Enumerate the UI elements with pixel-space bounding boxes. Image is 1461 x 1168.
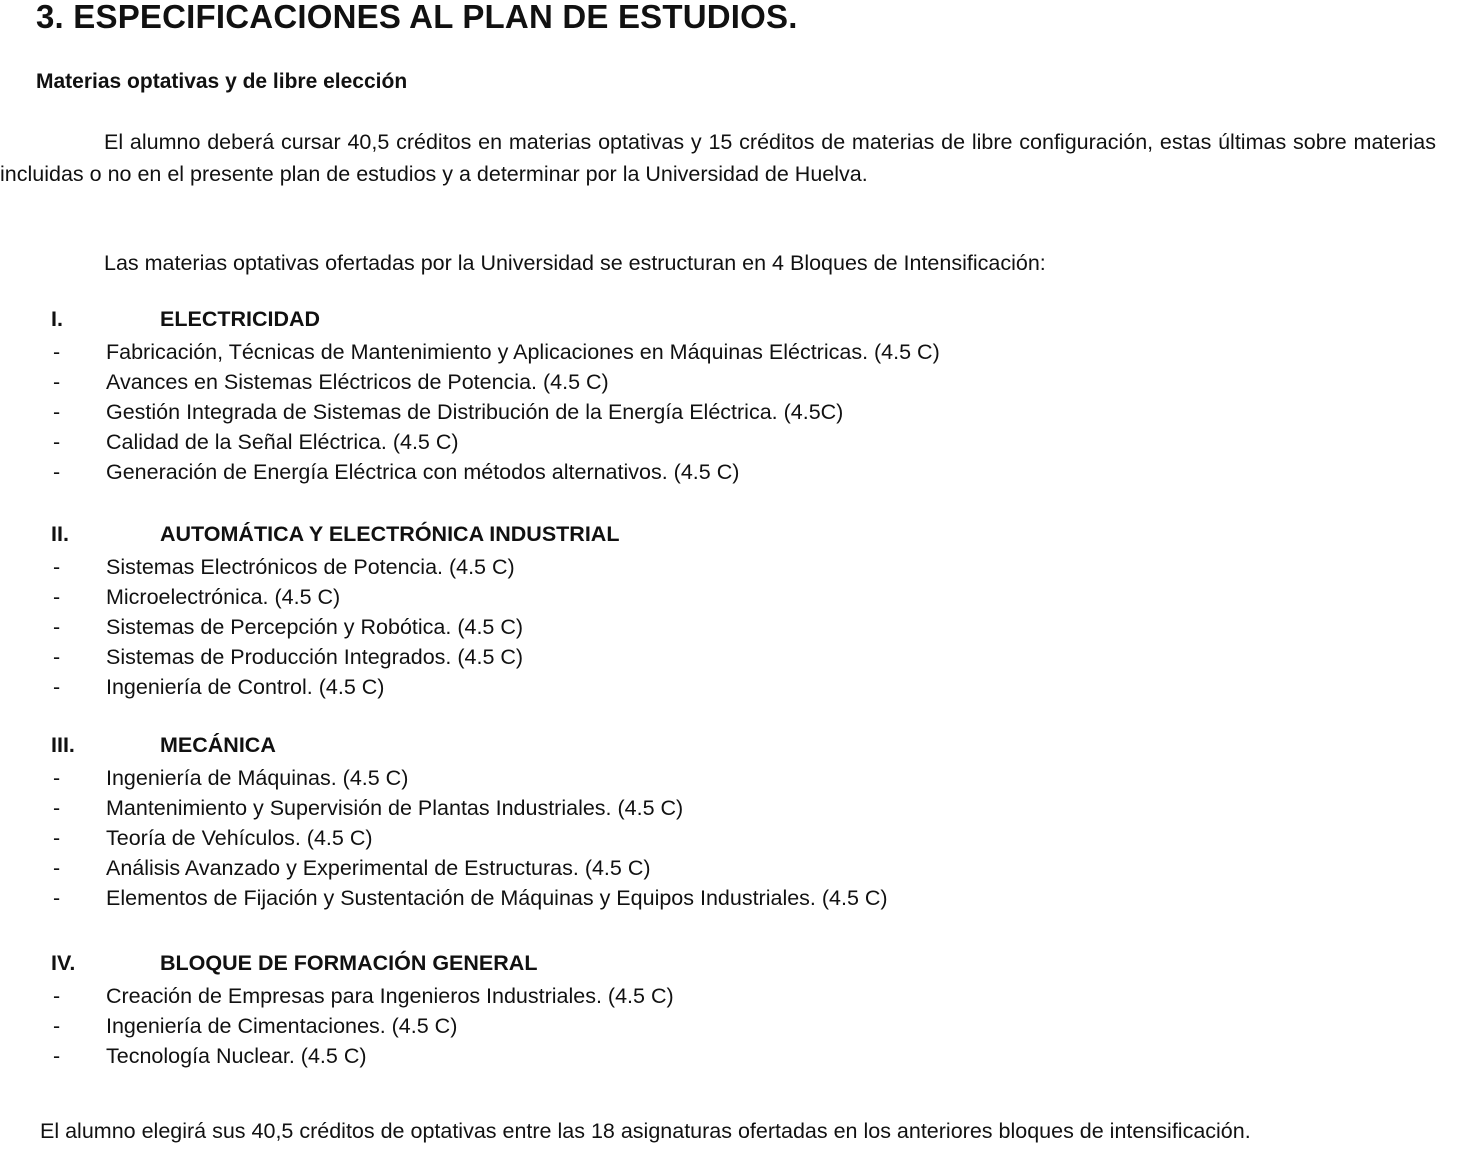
subject-text: Elementos de Fijación y Sustentación de Máquinas y Equipos Industriales. (4.5 C): [106, 886, 888, 910]
dash-bullet: -: [53, 1014, 61, 1038]
dash-bullet: -: [53, 585, 61, 609]
block-numeral: I.: [51, 307, 63, 331]
closing-paragraph: El alumno elegirá sus 40,5 créditos de optativas entre las 18 asignaturas ofertadas en los anteriores bloques de intensificación.: [40, 1119, 1251, 1143]
subject-text: Ingeniería de Control. (4.5 C): [106, 675, 385, 699]
block-heading: [0, 307, 1400, 337]
dash-bullet: -: [53, 826, 61, 850]
block-formacion-general: [0, 951, 1400, 1071]
list-item: [0, 642, 1400, 672]
block-heading: [0, 522, 1400, 552]
list-item: [0, 1011, 1400, 1041]
list-item: [0, 427, 1400, 457]
list-item: [0, 763, 1400, 793]
block-heading: [0, 951, 1400, 981]
list-item: [0, 337, 1400, 367]
dash-bullet: -: [53, 675, 61, 699]
subject-text: Sistemas Electrónicos de Potencia. (4.5 C): [106, 555, 515, 579]
page-title: 3. ESPECIFICACIONES AL PLAN DE ESTUDIOS.: [36, 0, 798, 35]
list-item: [0, 883, 1400, 913]
dash-bullet: -: [53, 460, 61, 484]
list-item: [0, 853, 1400, 883]
block-title: ELECTRICIDAD: [160, 307, 321, 331]
block-title: BLOQUE DE FORMACIÓN GENERAL: [160, 951, 538, 975]
dash-bullet: -: [53, 340, 61, 364]
dash-bullet: -: [53, 856, 61, 880]
list-item: [0, 457, 1400, 487]
subject-text: Mantenimiento y Supervisión de Plantas Industriales. (4.5 C): [106, 796, 684, 820]
block-numeral: II.: [51, 522, 69, 546]
dash-bullet: -: [53, 984, 61, 1008]
dash-bullet: -: [53, 645, 61, 669]
intro-paragraph: El alumno deberá cursar 40,5 créditos en materias optativas y 15 créditos de materias de libre configuración, estas últimas sobre materias incluidas o no en el presente plan de estudios y a determinar por la Universidad de Huelva.: [0, 130, 1436, 186]
subject-text: Tecnología Nuclear. (4.5 C): [106, 1044, 367, 1068]
section-subtitle: Materias optativas y de libre elección: [36, 70, 408, 93]
block-electricidad: [0, 307, 1400, 487]
block-heading: [0, 733, 1400, 763]
subject-text: Generación de Energía Eléctrica con métodos alternativos. (4.5 C): [106, 460, 740, 484]
block-numeral: IV.: [51, 951, 76, 975]
list-item: [0, 793, 1400, 823]
dash-bullet: -: [53, 370, 61, 394]
list-item: [0, 367, 1400, 397]
block-automatica-electronica: [0, 522, 1400, 702]
dash-bullet: -: [53, 766, 61, 790]
dash-bullet: -: [53, 555, 61, 579]
subject-text: Sistemas de Producción Integrados. (4.5 C): [106, 645, 524, 669]
list-item: [0, 823, 1400, 853]
list-item: [0, 981, 1400, 1011]
subject-text: Ingeniería de Máquinas. (4.5 C): [106, 766, 409, 790]
subject-text: Calidad de la Señal Eléctrica. (4.5 C): [106, 430, 459, 454]
dash-bullet: -: [53, 430, 61, 454]
subject-text: Teoría de Vehículos. (4.5 C): [106, 826, 373, 850]
dash-bullet: -: [53, 1044, 61, 1068]
list-item: [0, 672, 1400, 702]
subject-text: Fabricación, Técnicas de Mantenimiento y Aplicaciones en Máquinas Eléctricas. (4.5 C): [106, 340, 940, 364]
subject-text: Gestión Integrada de Sistemas de Distribución de la Energía Eléctrica. (4.5C): [106, 400, 844, 424]
subject-text: Creación de Empresas para Ingenieros Industriales. (4.5 C): [106, 984, 674, 1008]
block-numeral: III.: [51, 733, 75, 757]
blocks-intro-paragraph: Las materias optativas ofertadas por la Universidad se estructuran en 4 Bloques de Intensificación:: [104, 251, 1046, 275]
dash-bullet: -: [53, 400, 61, 424]
list-item: [0, 552, 1400, 582]
list-item: [0, 397, 1400, 427]
block-title: AUTOMÁTICA Y ELECTRÓNICA INDUSTRIAL: [160, 522, 620, 546]
block-title: MECÁNICA: [160, 733, 276, 757]
list-item: [0, 612, 1400, 642]
subject-text: Análisis Avanzado y Experimental de Estructuras. (4.5 C): [106, 856, 651, 880]
subject-text: Ingeniería de Cimentaciones. (4.5 C): [106, 1014, 458, 1038]
list-item: [0, 582, 1400, 612]
dash-bullet: -: [53, 796, 61, 820]
subject-text: Avances en Sistemas Eléctricos de Potencia. (4.5 C): [106, 370, 609, 394]
dash-bullet: -: [53, 615, 61, 639]
subject-text: Microelectrónica. (4.5 C): [106, 585, 341, 609]
list-item: [0, 1041, 1400, 1071]
subject-text: Sistemas de Percepción y Robótica. (4.5 C): [106, 615, 524, 639]
dash-bullet: -: [53, 886, 61, 910]
block-mecanica: [0, 733, 1400, 913]
